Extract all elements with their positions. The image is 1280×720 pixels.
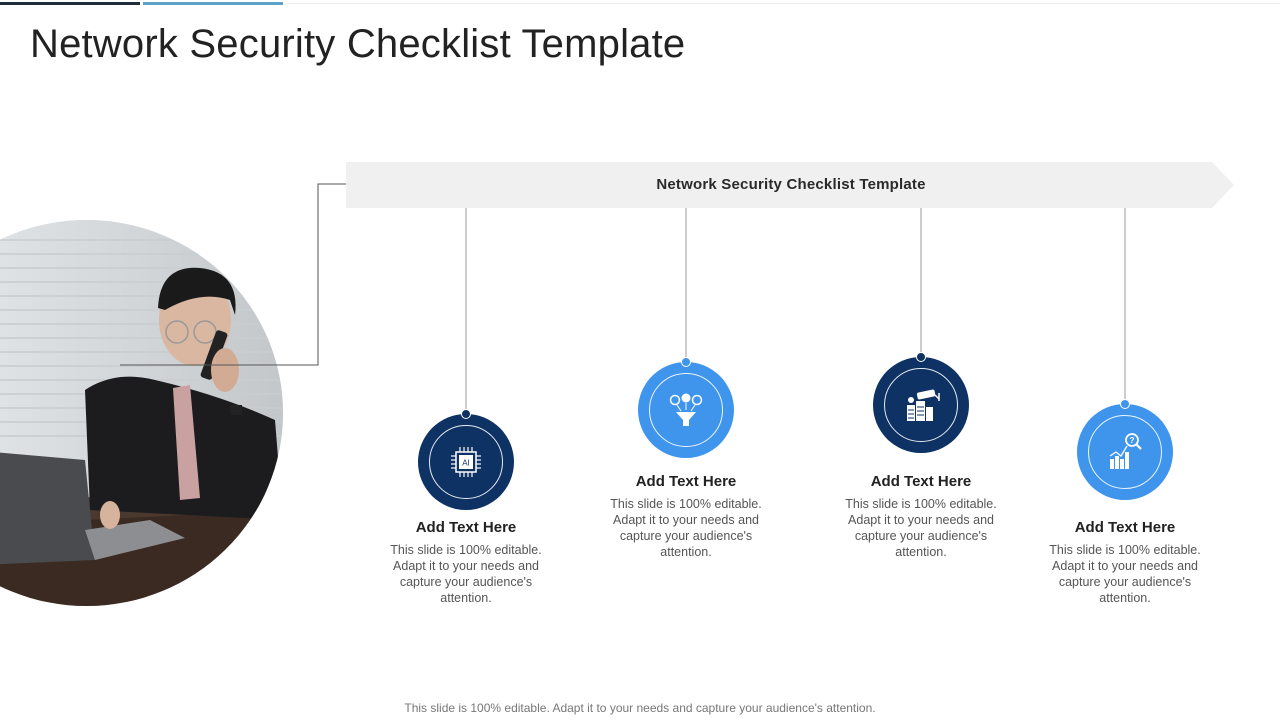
top-divider-line [286,3,1280,4]
step-2-title: Add Text Here [635,473,737,490]
step-3-description: This slide is 100% editable. Adapt it to your needs and capture your audience's attention. [845,497,997,559]
step-3-icon-circle [873,357,969,453]
top-accent-bar-dark [0,2,140,5]
chart-analysis-magnifier-icon [1105,432,1145,472]
step-1-title: Add Text Here [415,519,517,536]
step-3-title: Add Text Here [870,473,972,490]
step-4-title: Add Text Here [1074,519,1176,536]
step-4-description: This slide is 100% editable. Adapt it to your needs and capture your audience's attention. [1049,543,1201,605]
step-2-connector-dot [681,357,691,367]
step-3-connector-dot [916,352,926,362]
page-title: Network Security Checklist Template [30,22,686,66]
svg-text:AI: AI [462,458,470,468]
step-1-icon-circle [418,414,514,510]
step-4-connector-dot [1120,399,1130,409]
step-4-icon-circle [1077,404,1173,500]
data-funnel-icon [666,390,706,430]
step-1-description: This slide is 100% editable. Adapt it to your needs and capture your audience's attention. [390,543,542,605]
ai-chip-icon [446,442,486,482]
step-2-description: This slide is 100% editable. Adapt it to your needs and capture your audience's attention. [610,497,762,559]
header-arrow-banner [346,162,1234,208]
step-2-icon-circle [638,362,734,458]
businessman-photo [0,220,283,606]
top-accent-bar-blue [143,2,283,5]
surveillance-camera-buildings-icon [901,385,941,425]
svg-text:?: ? [1129,436,1135,445]
banner-title: Network Security Checklist Template [656,176,926,193]
footer-note: This slide is 100% editable. Adapt it to your needs and capture your audience's attention. [404,701,876,715]
step-1-connector-dot [461,409,471,419]
